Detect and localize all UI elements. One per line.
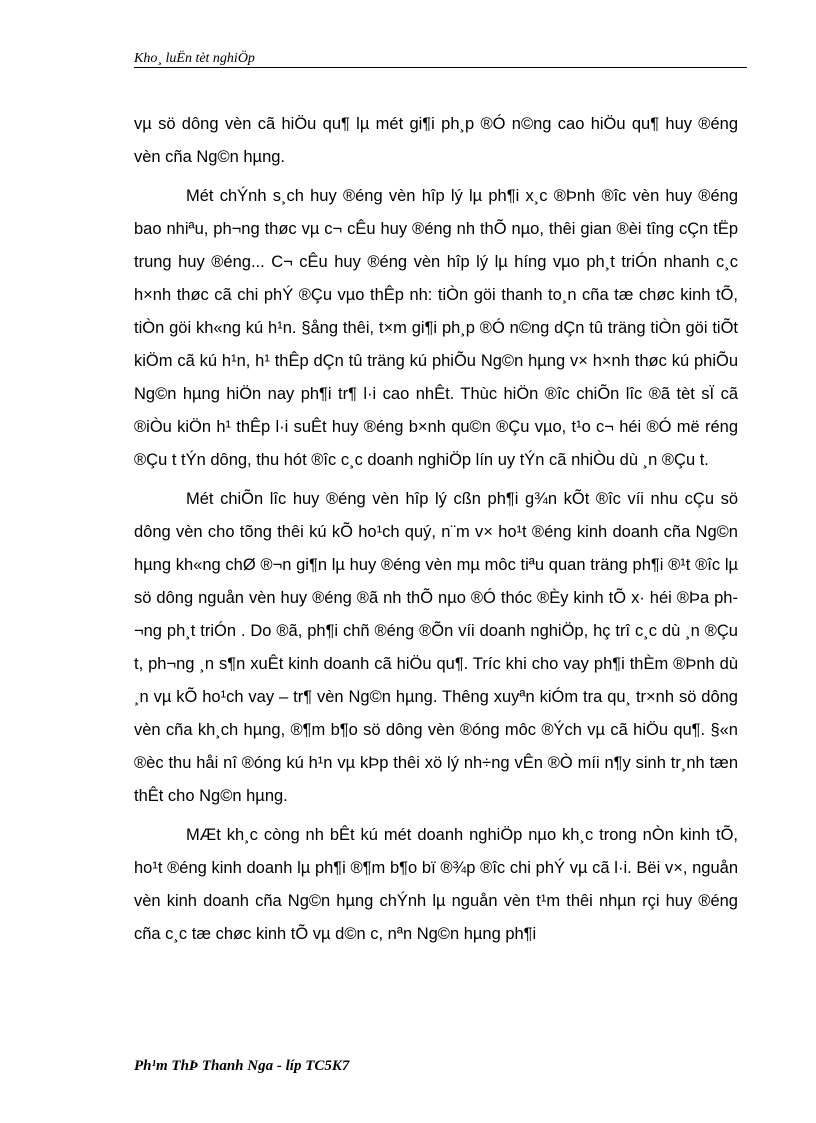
page-footer: Ph¹m ThÞ Thanh Nga - líp TC5K7 bbox=[134, 1058, 350, 1074]
document-body bbox=[134, 108, 738, 957]
page-header: Kho¸ luËn tèt nghiÖp bbox=[134, 51, 255, 66]
paragraph-1: vµ sö dông vèn cã hiÖu qu¶ lµ mét gi¶i ph¸p ®Ó n©ng cao hiÖu qu¶ huy ®éng vèn cña Ng©n hµng. bbox=[134, 115, 738, 166]
paragraph-4: MÆt kh¸c còng nh bÊt kú mét doanh nghiÖp nµo kh¸c trong nÒn kinh tÕ, ho¹t ®éng kinh doanh lµ ph¶i ®¶m b¶o bï ®¾p ®îc chi phÝ vµ cã l·i. Bëi v×, nguån vèn kinh doanh cña Ng©n hµng chÝnh lµ nguån vèn t¹m thêi nhµn rçi huy ®éng cña c¸c tæ chøc kinh tÕ vµ d©n c, nªn Ng©n hµng ph¶i bbox=[134, 826, 738, 943]
paragraph-2: Mét chÝnh s¸ch huy ®éng vèn hîp lý lµ ph¶i x¸c ®Þnh ®îc vèn huy ®éng bao nhiªu, ph¬ng thøc vµ c¬ cÊu huy ®éng nh thÕ nµo, thêi gian ®èi tîng cÇn tËp trung huy ®éng... C¬ cÊu huy ®éng vèn hîp lý lµ híng vµo ph¸t triÓn nhanh c¸c h×nh thøc cã chi phÝ ®Çu vµo thÊp nh: tiÒn göi thanh to¸n cña tæ chøc kinh tÕ, tiÒn göi kh«ng kú h¹n. §ång thêi, t×m gi¶i ph¸p ®Ó n©ng dÇn tû träng tiÒn göi tiÕt kiÖm cã kú h¹n, h¹ thÊp dÇn tû träng kú phiÕu Ng©n hµng v× h×nh thøc kú phiÕu Ng©n hµng hiÖn nay ph¶i tr¶ l·i cao nhÊt. Thùc hiÖn ®îc chiÕn lîc ®ã tèt sÏ cã ®iÒu kiÖn h¹ thÊp l·i suÊt huy ®éng b×nh qu©n ®Çu vµo, t¹o c¬ héi ®Ó më réng ®Çu t tÝn dông, thu hót ®îc c¸c doanh nghiÖp lín uy tÝn cã nhiÒu dù ¸n ®Çu t. bbox=[134, 187, 738, 469]
paragraph-3: Mét chiÕn lîc huy ®éng vèn hîp lý cßn ph¶i g¾n kÕt ®îc víi nhu cÇu sö dông vèn cho tõng thêi kú kÕ ho¹ch quý, n¨m v× ho¹t ®éng kinh doanh cña Ng©n hµng kh«ng chØ ®¬n gi¶n lµ huy ®éng vèn mµ môc tiªu quan träng ph¶i ®¹t ®îc lµ sö dông nguån vèn huy ®éng ®ã nh thÕ nµo ®Ó thóc ®Èy kinh tÕ x· héi ®Þa ph¬ng ph¸t triÓn . Do ®ã, ph¶i chñ ®éng ®Õn víi doanh nghiÖp, hç trî c¸c dù ¸n ®Çu t, ph¬ng ¸n s¶n xuÊt kinh doanh cã hiÖu qu¶. Tríc khi cho vay ph¶i thÈm ®Þnh dù ¸n vµ kÕ ho¹ch vay – tr¶ vèn Ng©n hµng. Thêng xuyªn kiÓm tra qu¸ tr×nh sö dông vèn cña kh¸ch hµng, ®¶m b¶o sö dông vèn ®óng môc ®Ých vµ cã hiÖu qu¶. §«n ®èc thu håi nî ®óng kú h¹n vµ kÞp thêi xö lý nh÷ng vÊn ®Ò míi n¶y sinh tr¸nh tæn thÊt cho Ng©n hµng. bbox=[134, 490, 738, 805]
header-divider bbox=[134, 67, 747, 68]
